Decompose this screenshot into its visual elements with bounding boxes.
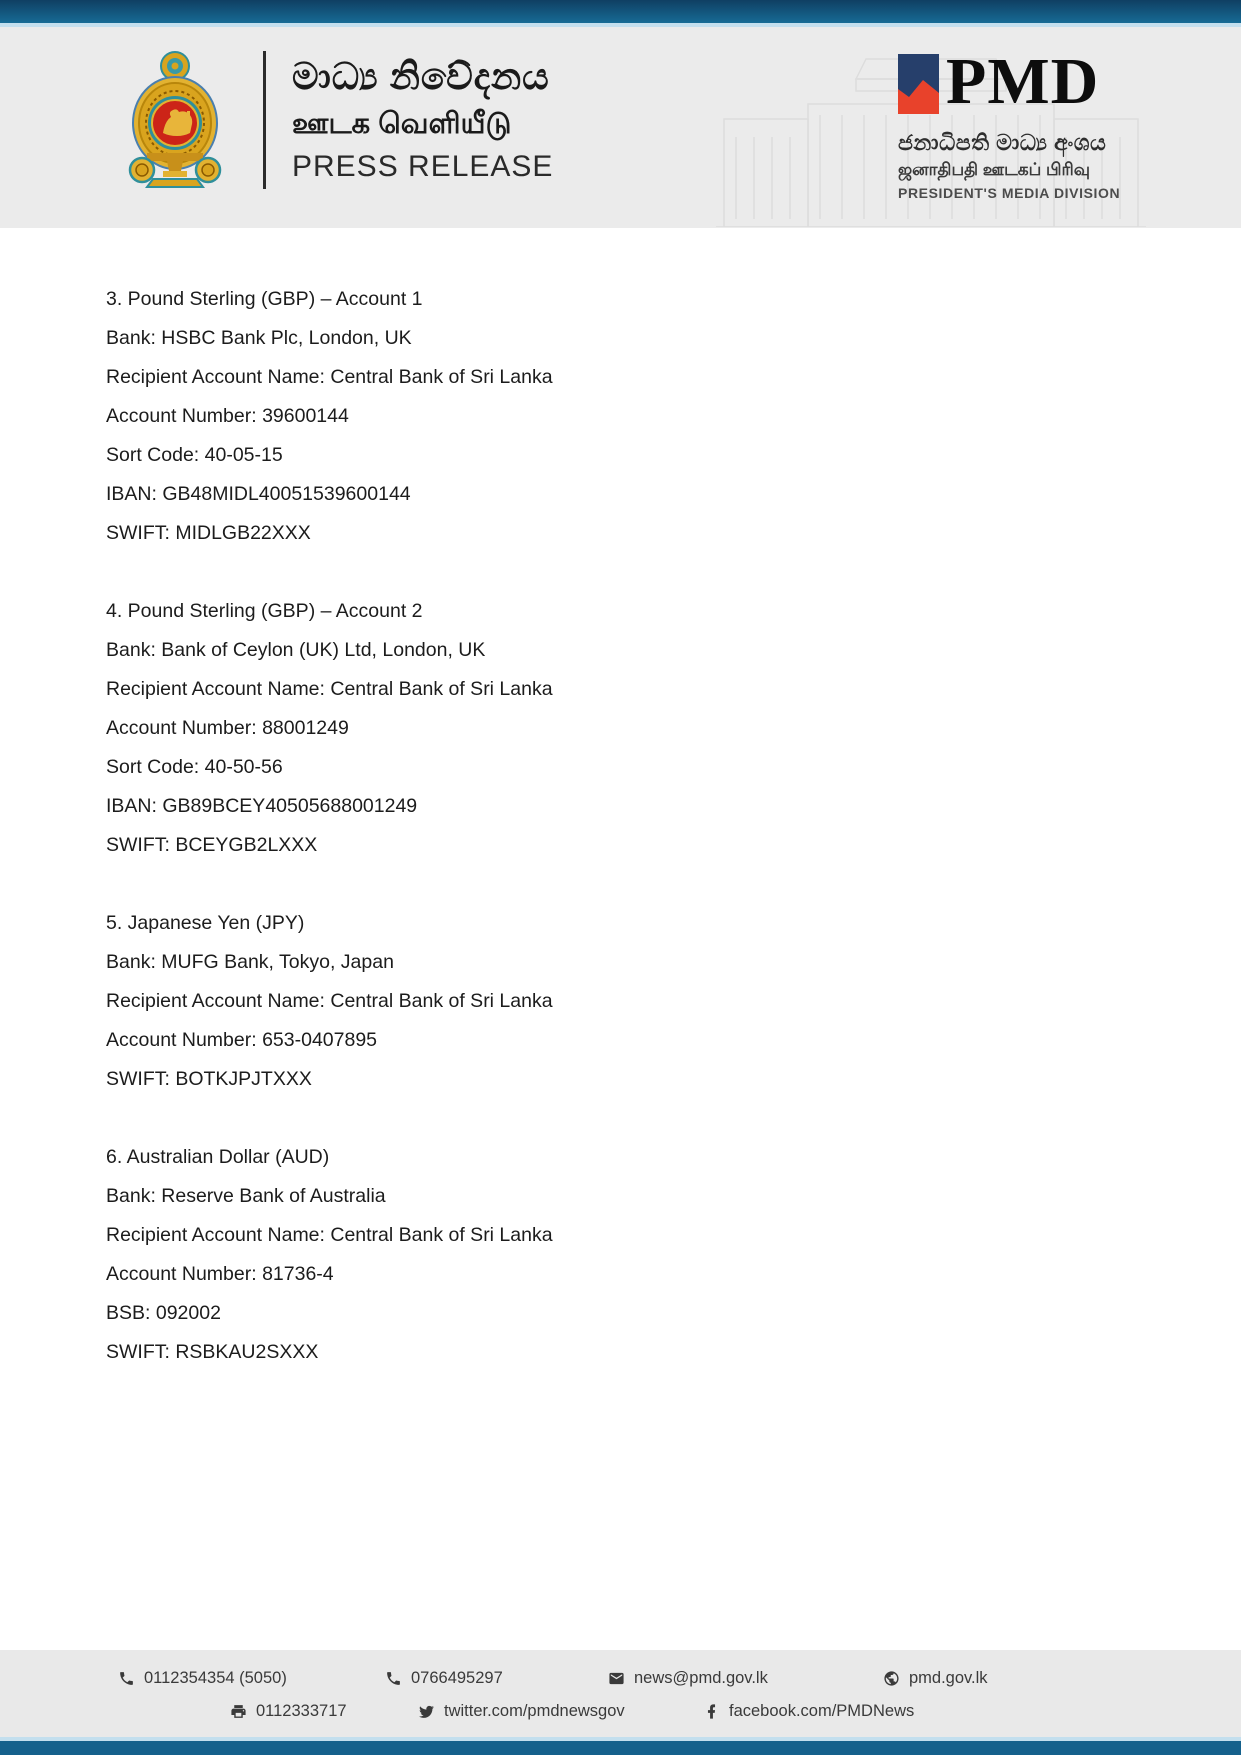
doc-line: Account Number: 39600144 [106, 405, 349, 427]
account-section-gbp-1 [106, 280, 1201, 553]
header-band [0, 27, 1241, 228]
doc-line: Sort Code: 40-50-56 [106, 756, 283, 778]
footer-facebook-url: facebook.com/PMDNews [729, 1701, 915, 1720]
section-heading: 6. Australian Dollar (AUD) [106, 1146, 330, 1168]
footer-phone-2 [385, 1666, 503, 1690]
press-release-title-tamil: ஊடக வெளியீடு [292, 108, 512, 140]
pmd-subtitle-sinhala: ජනාධිපති මාධ්‍ය අංශය [898, 130, 1107, 155]
footer-email-address: news@pmd.gov.lk [634, 1668, 768, 1687]
press-release-title-block [292, 52, 553, 188]
account-section-jpy [106, 904, 1201, 1099]
pmd-subtitle-tamil: ஜனாதிபதி ஊடகப் பிரிவு [898, 160, 1090, 179]
doc-line: Account Number: 81736-4 [106, 1263, 334, 1285]
account-section-aud [106, 1138, 1201, 1372]
footer-phone-1 [118, 1666, 287, 1690]
top-bar [0, 0, 1241, 23]
doc-line: Recipient Account Name: Central Bank of Sri Lanka [106, 678, 553, 700]
doc-line: SWIFT: RSBKAU2SXXX [106, 1341, 319, 1363]
doc-line: Bank: Bank of Ceylon (UK) Ltd, London, UK [106, 639, 486, 661]
doc-line: Account Number: 88001249 [106, 717, 349, 739]
doc-line: Sort Code: 40-05-15 [106, 444, 283, 466]
phone-icon [118, 1670, 135, 1687]
pmd-wordmark: PMD [946, 45, 1100, 118]
fax-icon [230, 1703, 247, 1720]
doc-line: Bank: Reserve Bank of Australia [106, 1185, 386, 1207]
facebook-icon [703, 1703, 720, 1720]
doc-line: SWIFT: BCEYGB2LXXX [106, 834, 318, 856]
press-release-title-sinhala: මාධ්‍ය නිවේදනය [292, 56, 550, 97]
phone-icon [385, 1670, 402, 1687]
globe-icon [883, 1670, 900, 1687]
footer-facebook-link[interactable] [703, 1699, 914, 1723]
doc-line: BSB: 092002 [106, 1302, 221, 1324]
doc-line: Bank: MUFG Bank, Tokyo, Japan [106, 951, 394, 973]
footer-fax [230, 1699, 347, 1723]
sri-lanka-emblem-icon [127, 49, 223, 191]
bottom-bar [0, 1741, 1241, 1755]
pmd-logo-group [898, 45, 1121, 201]
press-release-logo-group [127, 49, 553, 191]
doc-line: SWIFT: BOTKJPJTXXX [106, 1068, 312, 1090]
footer-twitter-url: twitter.com/pmdnewsgov [444, 1701, 625, 1720]
footer-email-link[interactable] [608, 1666, 768, 1690]
doc-line: IBAN: GB48MIDL40051539600144 [106, 483, 411, 505]
doc-line: IBAN: GB89BCEY40505688001249 [106, 795, 418, 817]
footer-website-url: pmd.gov.lk [909, 1668, 988, 1687]
doc-line: Recipient Account Name: Central Bank of Sri Lanka [106, 366, 553, 388]
doc-line: Account Number: 653-0407895 [106, 1029, 378, 1051]
footer-fax-number: 0112333717 [256, 1701, 347, 1720]
twitter-icon [418, 1703, 435, 1720]
document-body [0, 228, 1241, 1650]
doc-line: Recipient Account Name: Central Bank of Sri Lanka [106, 990, 553, 1012]
doc-line: Bank: HSBC Bank Plc, London, UK [106, 327, 412, 349]
footer-phone-2-number: 0766495297 [411, 1668, 503, 1687]
account-section-gbp-2 [106, 592, 1201, 865]
footer-twitter-link[interactable] [418, 1699, 625, 1723]
section-heading: 5. Japanese Yen (JPY) [106, 912, 305, 934]
footer-website-link[interactable] [883, 1666, 988, 1690]
footer-contact-band [0, 1650, 1241, 1737]
envelope-icon [608, 1670, 625, 1687]
section-heading: 4. Pound Sterling (GBP) – Account 2 [106, 600, 423, 622]
press-release-title-english: PRESS RELEASE [292, 150, 554, 183]
pmd-subtitle-english: PRESIDENT'S MEDIA DIVISION [898, 185, 1121, 201]
section-heading: 3. Pound Sterling (GBP) – Account 1 [106, 288, 423, 310]
doc-line: SWIFT: MIDLGB22XXX [106, 522, 311, 544]
pmd-logo-icon [898, 54, 939, 114]
doc-line: Recipient Account Name: Central Bank of Sri Lanka [106, 1224, 553, 1246]
footer-phone-1-number: 0112354354 (5050) [144, 1668, 287, 1687]
header-divider [263, 51, 266, 189]
